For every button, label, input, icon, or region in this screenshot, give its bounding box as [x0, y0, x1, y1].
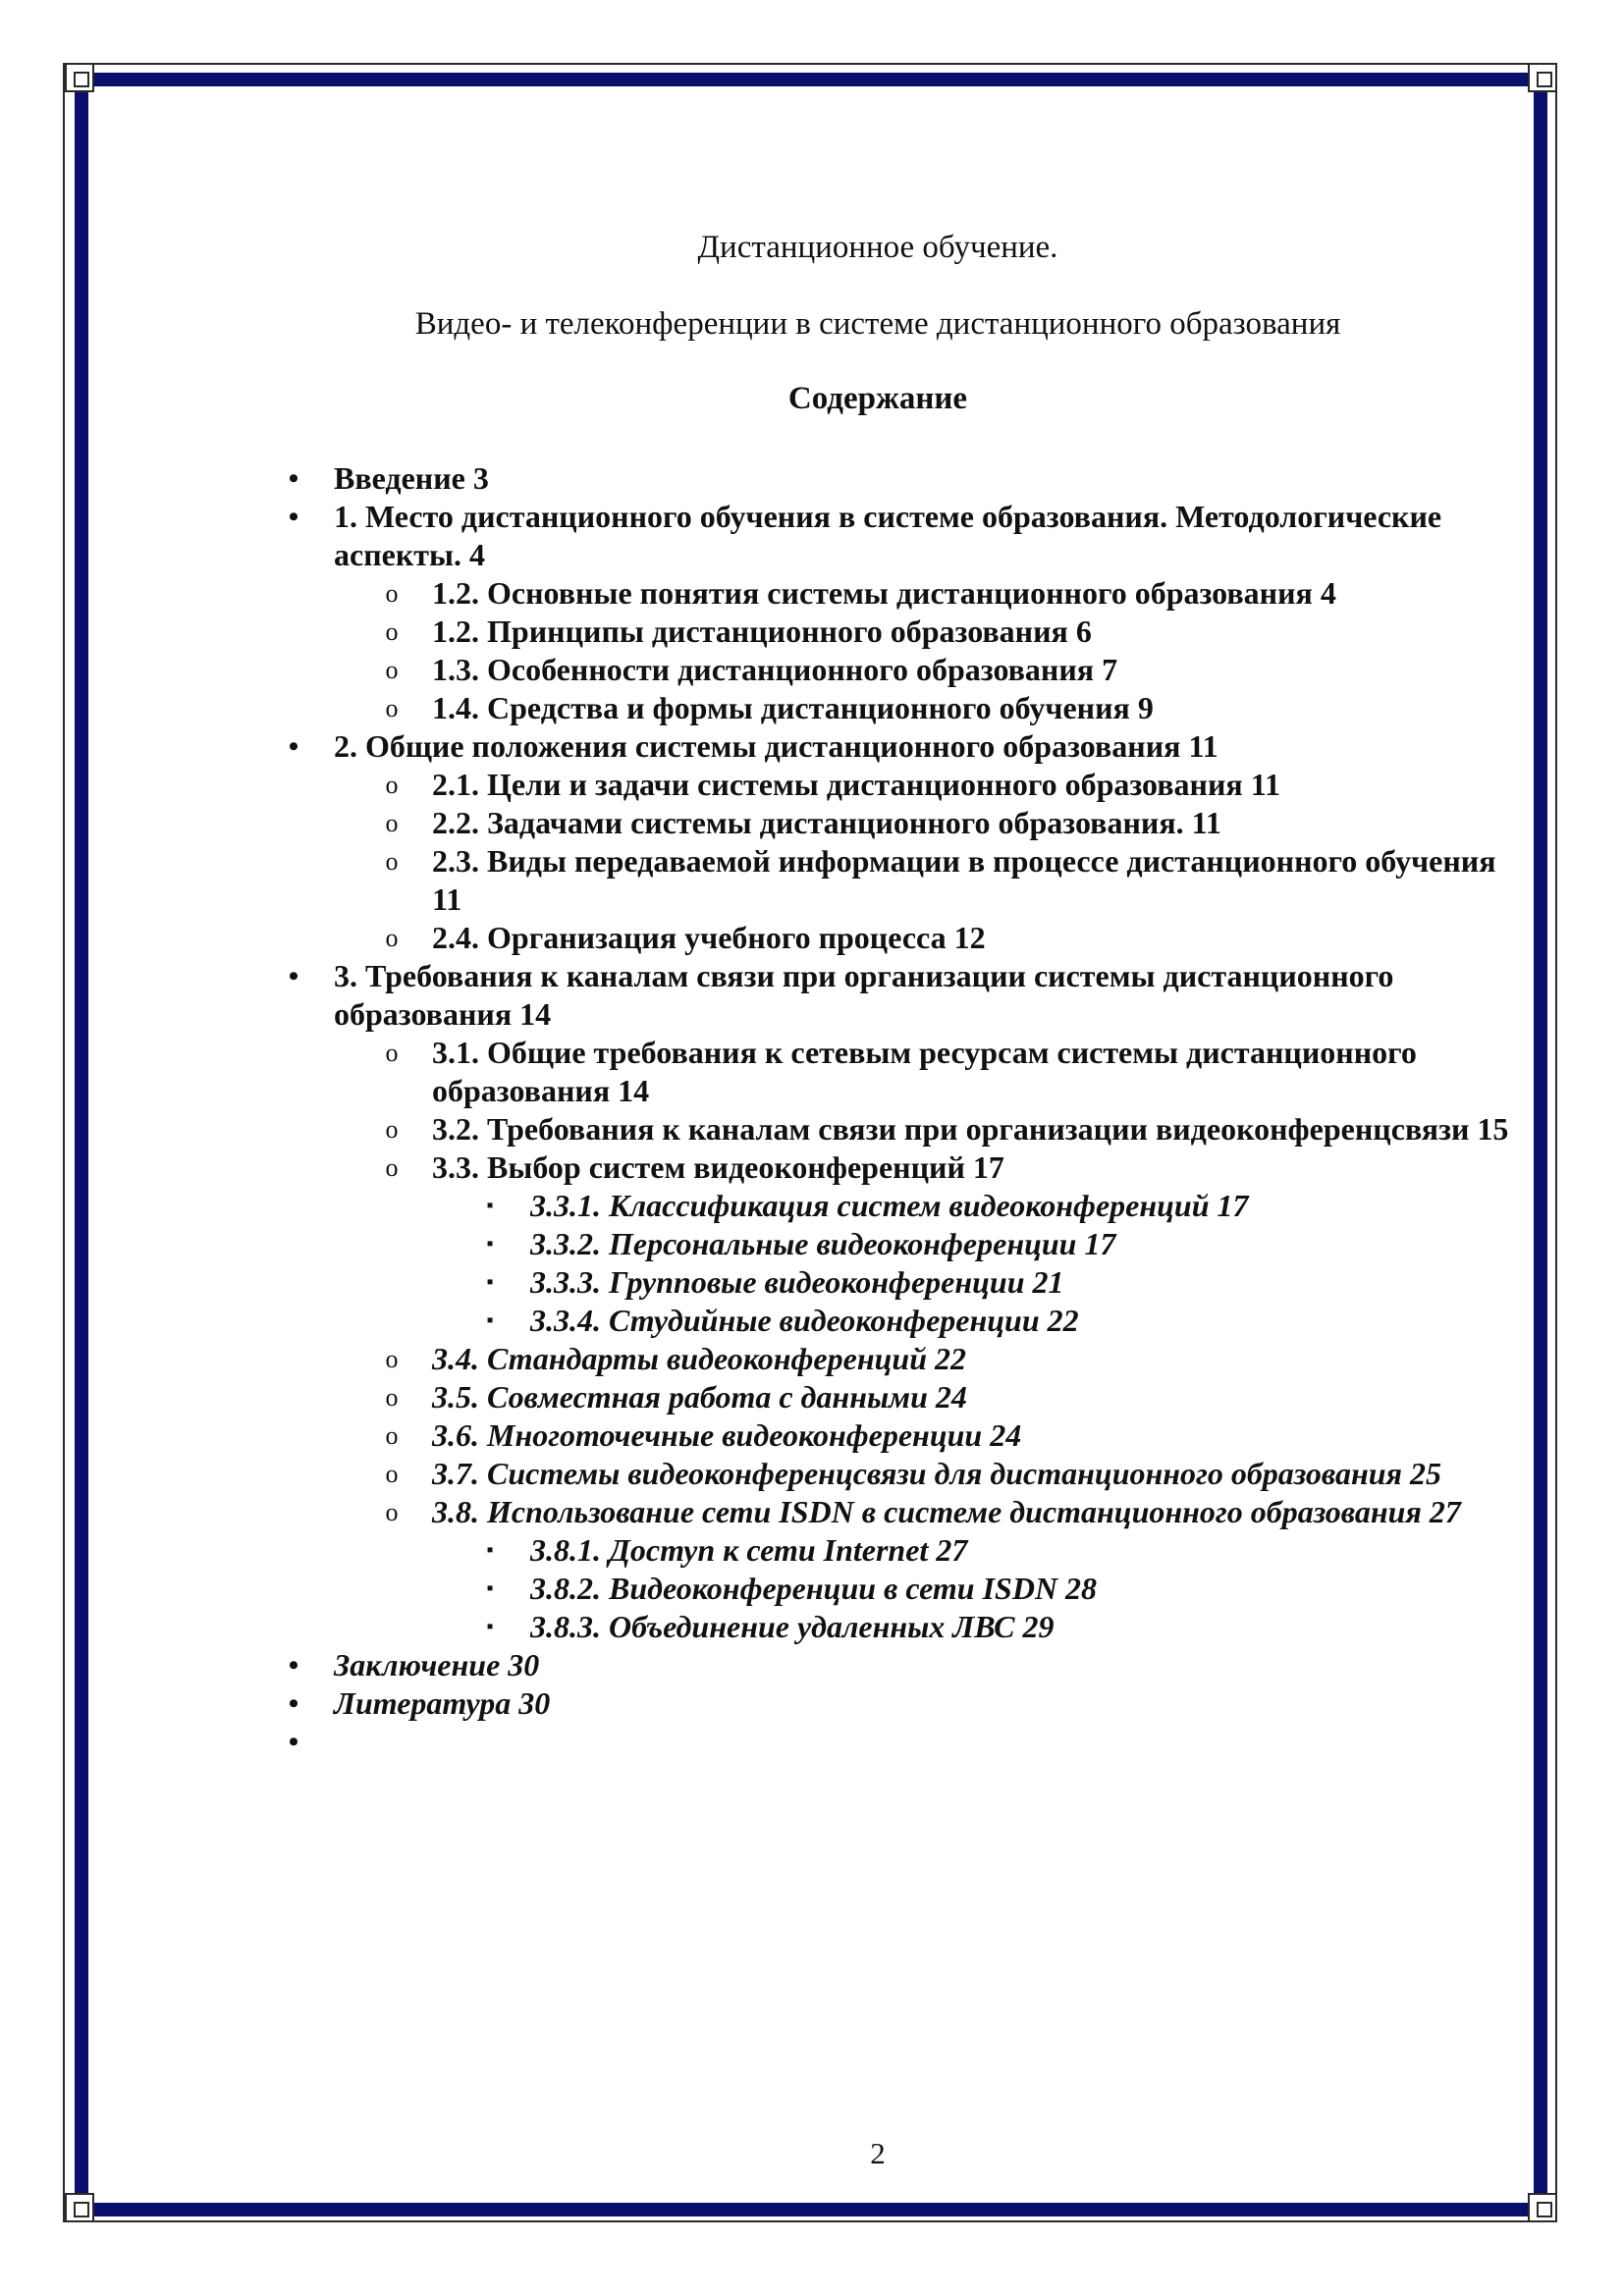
toc-entry — [0, 574, 1624, 613]
toc-entry — [0, 613, 1624, 651]
toc-entry-label: 3.3.3. Групповые видеоконференции 21 — [530, 1264, 1064, 1300]
square-bullet-icon: ▪ — [486, 1309, 494, 1331]
circle-bullet-icon: o — [385, 656, 399, 684]
toc-entry — [0, 1034, 1624, 1110]
toc-entry-label: 3.8.3. Объединение удаленных ЛВС 29 — [530, 1609, 1055, 1644]
toc-entry-label: 3. Требования к каналам связи при организации системы дистанционного образования 14 — [334, 958, 1394, 1032]
circle-bullet-icon: o — [385, 771, 399, 799]
toc-entry-label: 3.4. Стандарты видеоконференций 22 — [432, 1341, 966, 1376]
toc-entry — [0, 498, 1624, 574]
bullet-icon: • — [288, 462, 299, 495]
document-title: Дистанционное обучение. — [697, 230, 1058, 265]
toc-entry — [0, 459, 1624, 498]
toc-entry — [0, 842, 1624, 919]
toc-entry — [0, 1723, 1624, 1761]
toc-entry — [0, 766, 1624, 804]
toc-entry — [0, 1531, 1624, 1570]
table-of-contents — [0, 459, 1624, 1761]
toc-heading: Содержание — [787, 381, 968, 416]
toc-entry — [0, 1608, 1624, 1646]
toc-entry-label: 3.8. Использование сети ISDN в системе дистанционного образования 27 — [432, 1494, 1461, 1529]
toc-entry-label: 1.2. Принципы дистанционного образования 6 — [432, 614, 1092, 649]
square-bullet-icon: ▪ — [486, 1195, 494, 1216]
toc-entry — [0, 1187, 1624, 1225]
circle-bullet-icon: o — [385, 617, 399, 646]
toc-entry — [0, 1148, 1624, 1187]
toc-entry-label: 2.1. Цели и задачи системы дистанционного образования 11 — [432, 767, 1280, 802]
toc-entry-label — [334, 1723, 1512, 1761]
toc-entry — [0, 727, 1624, 766]
toc-entry-label: 3.3.2. Персональные видеоконференции 17 — [530, 1226, 1116, 1261]
toc-entry — [0, 957, 1624, 1034]
circle-bullet-icon: o — [385, 1498, 399, 1526]
bullet-icon: • — [288, 730, 299, 763]
toc-entry — [0, 1493, 1624, 1531]
toc-entry-label: 1.4. Средства и формы дистанционного обучения 9 — [432, 690, 1154, 725]
toc-entry-label: 1. Место дистанционного обучения в системе образования. Методологические аспекты. 4 — [334, 499, 1442, 572]
circle-bullet-icon: o — [385, 809, 399, 837]
toc-entry — [0, 1340, 1624, 1378]
toc-entry-label: Введение 3 — [334, 460, 489, 496]
square-bullet-icon: ▪ — [486, 1577, 494, 1599]
circle-bullet-icon: o — [385, 579, 399, 608]
toc-entry-label: 3.3.1. Классификация систем видеоконференций 17 — [530, 1188, 1249, 1223]
bullet-icon: • — [288, 1726, 299, 1758]
toc-entry-label: 3.6. Многоточечные видеоконференции 24 — [432, 1417, 1022, 1453]
circle-bullet-icon: o — [385, 1153, 399, 1182]
circle-bullet-icon: o — [385, 847, 399, 876]
bullet-icon: • — [288, 501, 299, 533]
toc-entry-label: 1.3. Особенности дистанционного образования 7 — [432, 652, 1118, 687]
circle-bullet-icon: o — [385, 694, 399, 722]
toc-entry-label: Литература 30 — [334, 1685, 551, 1721]
circle-bullet-icon: o — [385, 1345, 399, 1373]
toc-entry-label: 3.3.4. Студийные видеоконференции 22 — [530, 1303, 1079, 1338]
circle-bullet-icon: o — [385, 924, 399, 952]
toc-entry-label: 2. Общие положения системы дистанционного образования 11 — [334, 728, 1218, 764]
toc-entry-label: 3.5. Совместная работа с данными 24 — [432, 1379, 967, 1415]
circle-bullet-icon: o — [385, 1039, 399, 1067]
toc-entry — [0, 804, 1624, 842]
toc-entry — [0, 1570, 1624, 1608]
toc-entry-label: 3.7. Системы видеоконференцсвязи для дистанционного образования 25 — [432, 1456, 1441, 1491]
toc-entry — [0, 651, 1624, 689]
toc-entry — [0, 1455, 1624, 1493]
toc-entry — [0, 1646, 1624, 1684]
toc-entry — [0, 1684, 1624, 1723]
document-subtitle: Видео- и телеконференции в системе дистанционного образования — [414, 306, 1341, 342]
circle-bullet-icon: o — [385, 1460, 399, 1488]
toc-entry-label: 3.3. Выбор систем видеоконференций 17 — [432, 1149, 1004, 1185]
square-bullet-icon: ▪ — [486, 1539, 494, 1561]
toc-entry — [0, 689, 1624, 727]
toc-entry-label: 2.2. Задачами системы дистанционного образования. 11 — [432, 805, 1221, 840]
toc-entry — [0, 1263, 1624, 1302]
border-corner-ornament — [65, 63, 94, 92]
bullet-icon: • — [288, 1687, 299, 1720]
toc-entry-label: Заключение 30 — [334, 1647, 540, 1682]
border-corner-ornament — [1528, 2193, 1557, 2222]
square-bullet-icon: ▪ — [486, 1616, 494, 1637]
toc-entry-label: 3.1. Общие требования к сетевым ресурсам системы дистанционного образования 14 — [432, 1035, 1417, 1108]
toc-entry — [0, 1110, 1624, 1148]
toc-entry-label: 3.8.1. Доступ к сети Internet 27 — [530, 1532, 968, 1568]
square-bullet-icon: ▪ — [486, 1233, 494, 1255]
page-number: 2 — [870, 2136, 886, 2170]
toc-entry-label: 2.4. Организация учебного процесса 12 — [432, 920, 986, 955]
toc-entry-label: 1.2. Основные понятия системы дистанционного образования 4 — [432, 575, 1336, 611]
toc-entry — [0, 1416, 1624, 1455]
circle-bullet-icon: o — [385, 1383, 399, 1412]
bullet-icon: • — [288, 960, 299, 992]
toc-entry-label: 3.8.2. Видеоконференции в сети ISDN 28 — [530, 1571, 1098, 1606]
toc-entry-label: 2.3. Виды передаваемой информации в процессе дистанционного обучения 11 — [432, 843, 1496, 917]
toc-entry — [0, 1225, 1624, 1263]
circle-bullet-icon: o — [385, 1115, 399, 1144]
toc-entry — [0, 1378, 1624, 1416]
toc-entry — [0, 1302, 1624, 1340]
toc-entry — [0, 919, 1624, 957]
toc-entry-label: 3.2. Требования к каналам связи при организации видеоконференцсвязи 15 — [432, 1111, 1509, 1147]
bullet-icon: • — [288, 1649, 299, 1682]
square-bullet-icon: ▪ — [486, 1271, 494, 1293]
border-corner-ornament — [1528, 63, 1557, 92]
circle-bullet-icon: o — [385, 1421, 399, 1450]
border-corner-ornament — [65, 2193, 94, 2222]
